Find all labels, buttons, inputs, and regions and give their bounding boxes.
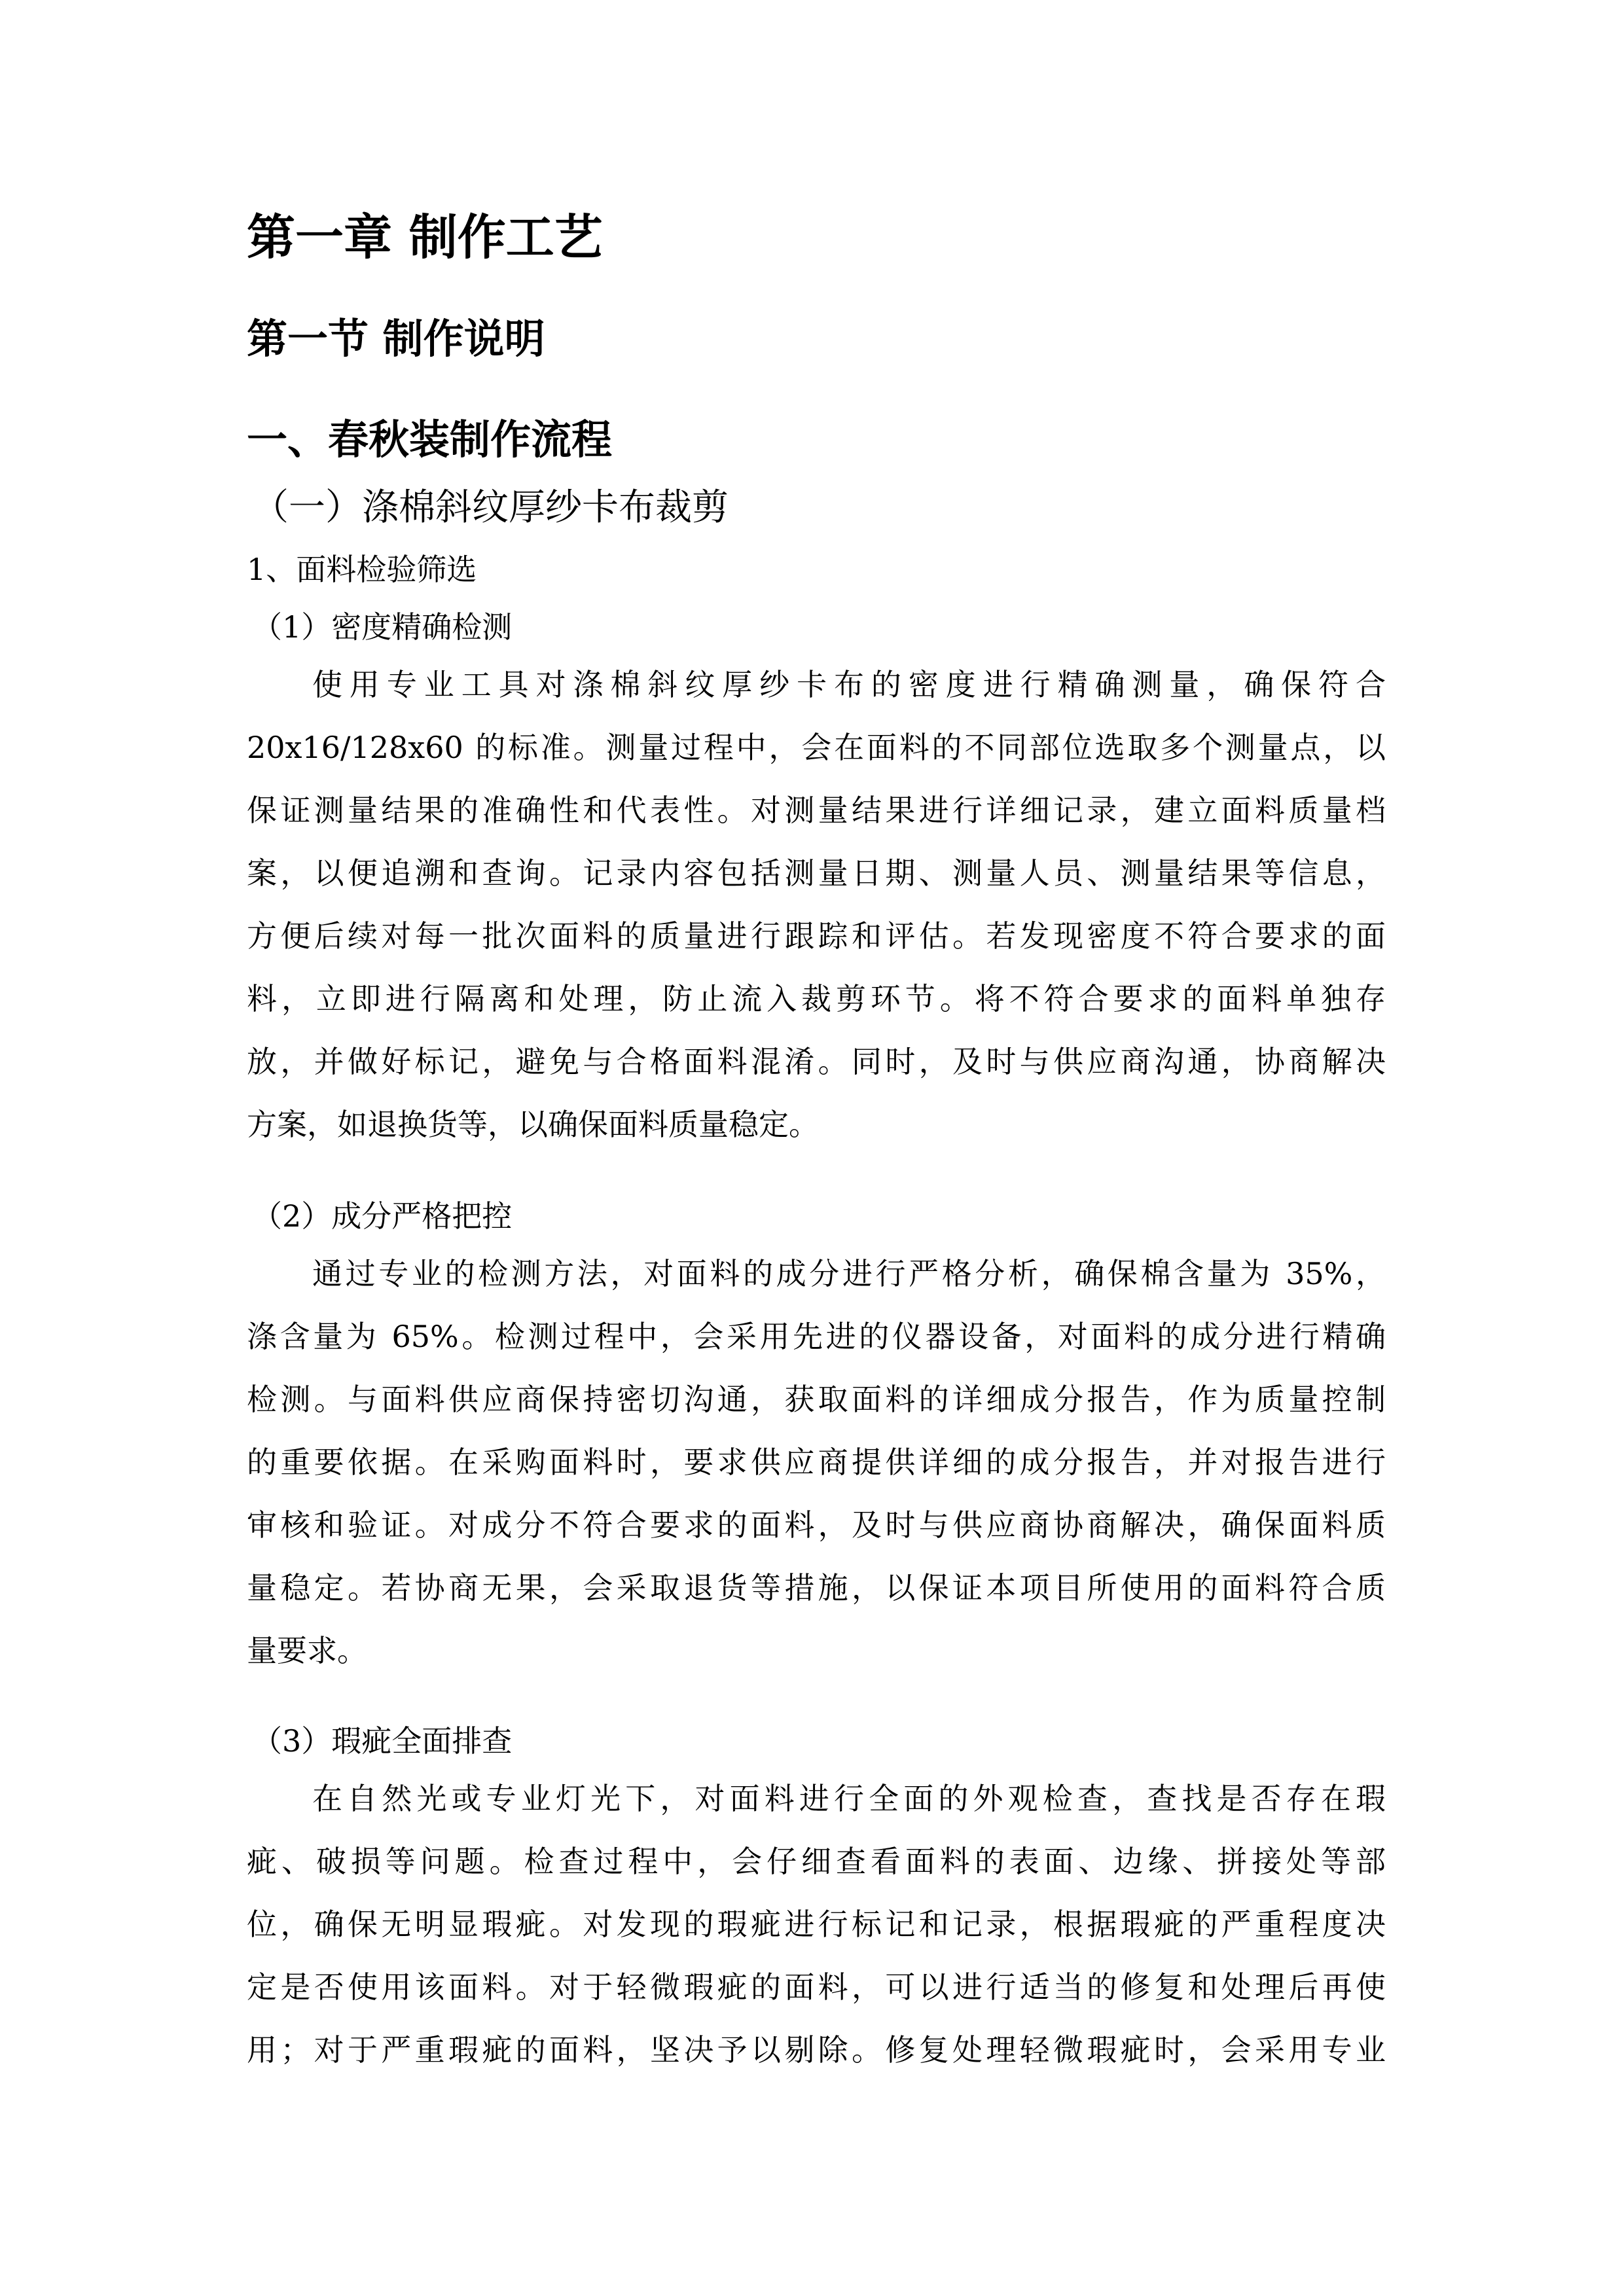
section-title: 第一节 制作说明 [247,315,545,363]
chapter-title: 第一章 制作工艺 [247,209,603,266]
paragraph-line: 保证测量结果的准确性和代表性。对测量结果进行详细记录，建立面料质量档 [247,793,1386,828]
paragraph-line: 审核和验证。对成分不符合要求的面料，及时与供应商协商解决，确保面料质 [247,1507,1386,1543]
paragraph-line: 通过专业的检测方法，对面料的成分进行严格分析，确保棉含量为 35%， [312,1256,1386,1291]
paragraph-line: 方便后续对每一批次面料的质量进行跟踪和评估。若发现密度不符合要求的面 [247,918,1386,954]
heading-level-2: （一）涤棉斜纹厚纱卡布裁剪 [252,486,729,529]
paragraph-line: 料，立即进行隔离和处理，防止流入裁剪环节。将不符合要求的面料单独存 [247,981,1386,1016]
heading-level-3: 1、面料检验筛选 [247,552,477,587]
paragraph-line: 放，并做好标记，避免与合格面料混淆。同时，及时与供应商沟通，协商解决 [247,1044,1386,1079]
paragraph-line: 的重要依据。在采购面料时，要求供应商提供详细的成分报告，并对报告进行 [247,1444,1386,1480]
heading-level-1: 一、春秋装制作流程 [247,416,613,463]
paragraph-line: 量稳定。若协商无果，会采取退货等措施，以保证本项目所使用的面料符合质 [247,1570,1386,1605]
paragraph-line: 定是否使用该面料。对于轻微瑕疵的面料，可以进行适当的修复和处理后再使 [247,1969,1386,2005]
paragraph-line: 量要求。 [247,1633,367,1668]
paragraph-line: 涤含量为 65%。检测过程中，会采用先进的仪器设备，对面料的成分进行精确 [247,1319,1386,1354]
paragraph-line: 方案，如退换货等，以确保面料质量稳定。 [247,1107,819,1142]
paragraph-defects [247,1767,1386,2081]
paragraph-line: 位，确保无明显瑕疵。对发现的瑕疵进行标记和记录，根据瑕疵的严重程度决 [247,1907,1386,1942]
paragraph-density [247,653,1386,1156]
paragraph-line: 案，以便追溯和查询。记录内容包括测量日期、测量人员、测量结果等信息， [247,855,1386,891]
subsection-title-density: （1）密度精确检测 [252,609,513,645]
subsection-title-defects: （3）瑕疵全面排查 [252,1723,513,1759]
paragraph-composition [247,1242,1386,1682]
subsection-title-composition: （2）成分严格把控 [252,1198,513,1234]
paragraph-line: 检测。与面料供应商保持密切沟通，获取面料的详细成分报告，作为质量控制 [247,1382,1386,1417]
paragraph-line: 在自然光或专业灯光下，对面料进行全面的外观检查，查找是否存在瑕 [312,1781,1386,1816]
paragraph-line: 20x16/128x60 的标准。测量过程中，会在面料的不同部位选取多个测量点，以 [247,730,1386,765]
paragraph-line: 用；对于严重瑕疵的面料，坚决予以剔除。修复处理轻微瑕疵时，会采用专业 [247,2032,1386,2068]
paragraph-line: 疵、破损等问题。检查过程中，会仔细查看面料的表面、边缘、拼接处等部 [247,1844,1386,1879]
paragraph-line: 使用专业工具对涤棉斜纹厚纱卡布的密度进行精确测量，确保符合 [312,667,1386,702]
